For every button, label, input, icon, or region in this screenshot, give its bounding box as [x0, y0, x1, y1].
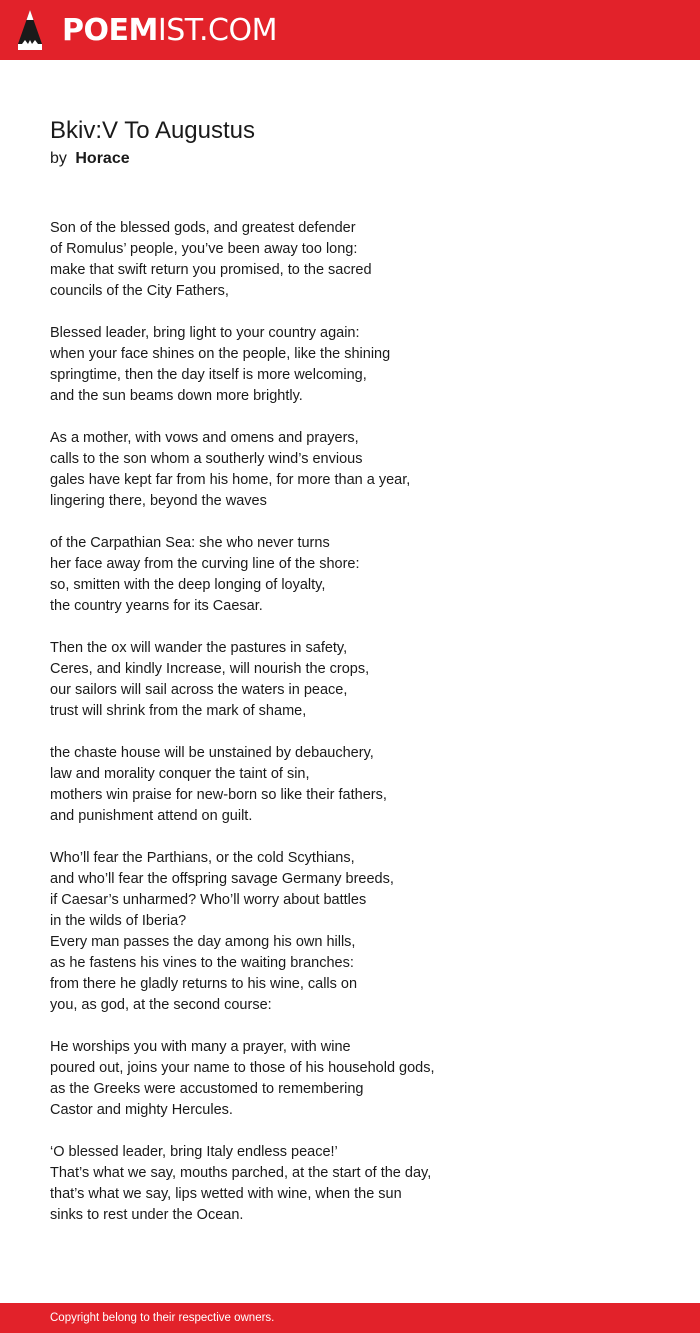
poem-line: so, smitten with the deep longing of loyalty,: [50, 577, 326, 593]
poem-title: Bkiv:V To Augustus: [50, 117, 256, 144]
poem-line: as he fastens his vines to the waiting branches:: [50, 955, 354, 971]
stanza: [50, 428, 670, 512]
poem-line: Ceres, and kindly Increase, will nourish the crops,: [50, 661, 370, 677]
poem-line: the chaste house will be unstained by debauchery,: [50, 745, 374, 761]
poem-line: ‘O blessed leader, bring Italy endless peace!’: [50, 1144, 338, 1160]
poem-body: [50, 218, 670, 1226]
brand-light: IST.COM: [157, 13, 277, 48]
poem-line: Blessed leader, bring light to your country again:: [50, 325, 360, 341]
poem-line: when your face shines on the people, like the shining: [50, 346, 391, 362]
stanza: [50, 1037, 670, 1121]
stanza: [50, 1142, 670, 1226]
stanza: [50, 638, 670, 722]
stanza: [50, 848, 670, 1016]
poem-line: and punishment attend on guilt.: [50, 808, 253, 824]
poem-line: springtime, then the day itself is more welcoming,: [50, 367, 367, 383]
site-footer: [0, 1303, 700, 1333]
poem-line: As a mother, with vows and omens and prayers,: [50, 430, 359, 446]
poem-line: Then the ox will wander the pastures in safety,: [50, 640, 348, 656]
site-header: [0, 0, 700, 60]
poem-line: trust will shrink from the mark of shame,: [50, 703, 307, 719]
poem-line: Every man passes the day among his own hills,: [50, 934, 356, 950]
poem-line: the country yearns for its Caesar.: [50, 598, 263, 614]
poem-line: That’s what we say, mouths parched, at the start of the day,: [50, 1165, 432, 1181]
site-logo-text[interactable]: [62, 13, 277, 49]
poem-line: and the sun beams down more brightly.: [50, 388, 303, 404]
stanza: [50, 743, 670, 827]
by-label: by: [50, 150, 67, 167]
poem-line: of the Carpathian Sea: she who never turns: [50, 535, 330, 551]
poem-line: make that swift return you promised, to the sacred: [50, 262, 372, 278]
poem-line: of Romulus’ people, you’ve been away too long:: [50, 241, 358, 257]
poem-line: from there he gladly returns to his wine, calls on: [50, 976, 358, 992]
poem-line: law and morality conquer the taint of sin,: [50, 766, 310, 782]
poem-line: Who’ll fear the Parthians, or the cold Scythians,: [50, 850, 355, 866]
poem-line: Castor and mighty Hercules.: [50, 1102, 233, 1118]
poem-line: that’s what we say, lips wetted with wine, when the sun: [50, 1186, 402, 1202]
poem-line: our sailors will sail across the waters in peace,: [50, 682, 348, 698]
poem-line: calls to the son whom a southerly wind’s envious: [50, 451, 363, 467]
poem-line: mothers win praise for new-born so like their fathers,: [50, 787, 387, 803]
poem-line: you, as god, at the second course:: [50, 997, 272, 1013]
poem-line: in the wilds of Iberia?: [50, 913, 187, 929]
poem-line: as the Greeks were accustomed to remembering: [50, 1081, 364, 1097]
poem-line: poured out, joins your name to those of his household gods,: [50, 1060, 435, 1076]
poem-line: and who’ll fear the offspring savage Germany breeds,: [50, 871, 394, 887]
poem-line: her face away from the curving line of the shore:: [50, 556, 360, 572]
poem-line: Son of the blessed gods, and greatest defender: [50, 220, 356, 236]
poem-line: councils of the City Fathers,: [50, 283, 229, 299]
stanza: [50, 533, 670, 617]
copyright-text: Copyright belong to their respective owners.: [50, 1312, 275, 1324]
poem-line: lingering there, beyond the waves: [50, 493, 267, 509]
poem-line: if Caesar’s unharmed? Who’ll worry about battles: [50, 892, 367, 908]
stanza: [50, 218, 670, 302]
poem-line: He worships you with many a prayer, with wine: [50, 1039, 351, 1055]
poem-line: gales have kept far from his home, for more than a year,: [50, 472, 411, 488]
brand-bold: POEM: [62, 13, 158, 48]
poem-author: Horace: [75, 150, 130, 167]
poem-line: sinks to rest under the Ocean.: [50, 1207, 244, 1223]
stanza: [50, 323, 670, 407]
pencil-tip-icon[interactable]: [18, 10, 42, 50]
poem-byline: [50, 149, 130, 169]
